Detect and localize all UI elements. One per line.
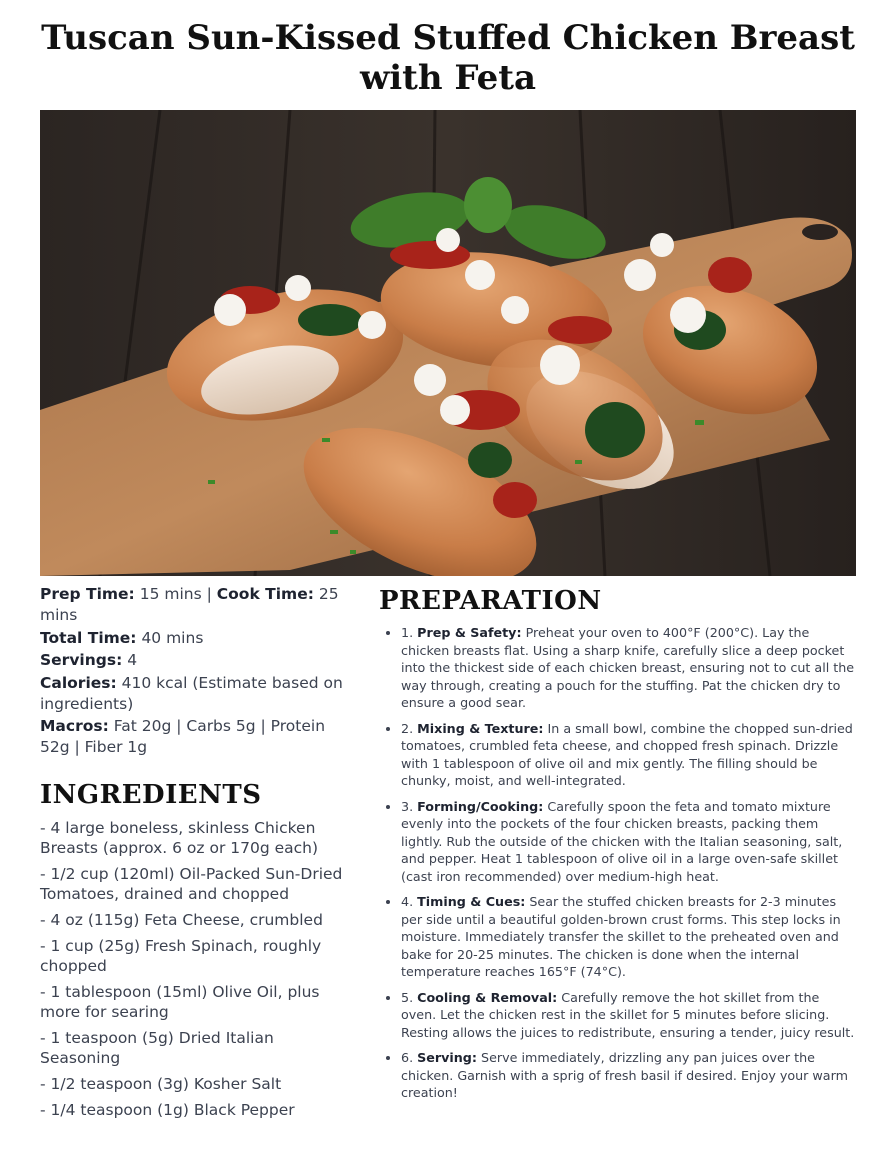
step-text: Preheat your oven to 400°F (200°C). Lay the chicken breasts flat. Using a sharp knife, carefully slice a deep pocket into the thickest side of each chicken breast, ensuring not to cut all the way through, creating a pouch for the stuffing. Pat the chicken dry to ensure a good sear. — [401, 625, 855, 710]
prep-time-value: 15 mins — [139, 585, 202, 603]
prep-cook-time — [40, 584, 358, 626]
step-label: Prep & Safety: — [417, 625, 522, 640]
step-text: Serve immediately, drizzling any pan juices over the chicken. Garnish with a sprig of fresh basil if desired. Enjoy your warm creation! — [401, 1050, 848, 1100]
time-separator: | — [206, 585, 212, 603]
macros-label: Macros: — [40, 717, 109, 735]
ingredient-item: - 4 large boneless, skinless Chicken Breasts (approx. 6 oz or 170g each) — [40, 819, 319, 857]
ingredient-item: - 1 teaspoon (5g) Dried Italian Seasoning — [40, 1029, 274, 1067]
ingredient-item: - 1/2 cup (120ml) Oil-Packed Sun-Dried Tomatoes, drained and chopped — [40, 865, 343, 903]
ingredient-item: - 1/4 teaspoon (1g) Black Pepper — [40, 1101, 295, 1119]
ingredients-list — [40, 818, 358, 1120]
step-text: In a small bowl, combine the chopped sun-dried tomatoes, crumbled feta cheese, and chopped fresh spinach. Drizzle with 1 tablespoon of olive oil and mix gently. The filling should be chunky, moist, and well-integrated. — [401, 720, 853, 788]
total-time-value: 40 mins — [141, 628, 204, 647]
ingredient-item: - 1/2 teaspoon (3g) Kosher Salt — [40, 1075, 282, 1093]
step-number: 4. — [401, 894, 414, 909]
calories — [40, 673, 358, 715]
macros-value: Fat 20g | Carbs 5g | Protein 52g | Fiber 1g — [40, 717, 326, 756]
step-item — [401, 624, 857, 712]
step-label: Mixing & Texture: — [417, 720, 544, 736]
total-time-label: Total Time: — [40, 628, 137, 647]
total-time — [40, 628, 358, 649]
recipe-title: Tuscan Sun-Kissed Stuffed Chicken Breast with Feta — [41, 18, 855, 98]
servings-label: Servings: — [40, 651, 123, 669]
calories-value: 410 kcal (Estimate based on ingredients) — [40, 673, 343, 713]
step-number: 1. — [401, 625, 414, 640]
step-number: 6. — [401, 1050, 414, 1065]
step-text: Carefully remove the hot skillet from the oven. Let the chicken rest in the skillet for 5 minutes before slicing. Resting allows the juices to redistribute, ensuring a tender, juicy result. — [401, 989, 855, 1040]
macros — [40, 716, 358, 758]
preparation-heading: PREPARATION — [379, 586, 602, 616]
step-item — [401, 893, 857, 981]
calories-label: Calories: — [40, 673, 117, 692]
servings — [40, 650, 358, 671]
preparation-section — [379, 586, 857, 1110]
step-label: Cooling & Removal: — [417, 989, 558, 1005]
prep-time-label: Prep Time: — [40, 585, 135, 603]
step-label: Serving: — [417, 1050, 477, 1065]
recipe-summary — [40, 584, 358, 1126]
step-number: 2. — [401, 720, 414, 736]
step-number: 3. — [401, 798, 414, 814]
stuffed-chicken-photo — [40, 110, 856, 576]
cook-time-label: Cook Time: — [216, 585, 314, 603]
step-item — [401, 720, 857, 790]
ingredient-item: - 4 oz (115g) Feta Cheese, crumbled — [40, 911, 323, 929]
step-text: Sear the stuffed chicken breasts for 2-3 minutes per side until a beautiful golden-brown crust forms. This step locks in moisture. Immediately transfer the skillet to the preheated oven and bake for 20-25 minutes. The chicken is done when the internal temperature reaches 165°F (74°C). — [401, 894, 841, 979]
cook-time-value: 25 mins — [40, 585, 339, 624]
servings-value: 4 — [127, 651, 138, 669]
step-item — [401, 1049, 857, 1102]
step-label: Forming/Cooking: — [417, 798, 544, 814]
preparation-steps — [379, 624, 857, 1102]
step-number: 5. — [401, 989, 414, 1005]
step-text: Carefully spoon the feta and tomato mixture evenly into the pockets of the four chicken breasts, packing them lightly. Rub the outside of the chicken with the Italian seasoning, salt, and pepper. Heat 1 tablespoon of olive oil in a large oven-safe skillet (cast iron recommended) over medium-high heat. — [401, 798, 843, 884]
step-item — [401, 989, 857, 1042]
ingredient-item: - 1 cup (25g) Fresh Spinach, roughly chopped — [40, 937, 322, 975]
ingredient-item: - 1 tablespoon (15ml) Olive Oil, plus more for searing — [40, 983, 320, 1021]
ingredients-heading: INGREDIENTS — [40, 780, 262, 810]
step-item — [401, 798, 857, 886]
step-label: Timing & Cues: — [417, 894, 526, 909]
